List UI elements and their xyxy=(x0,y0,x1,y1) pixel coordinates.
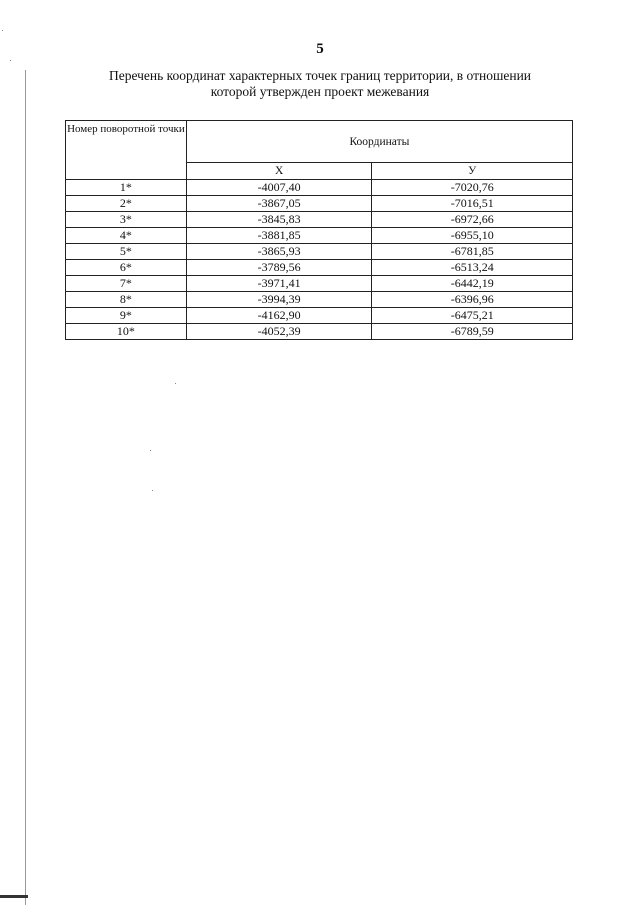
scan-margin-line xyxy=(25,70,26,905)
title-line-2: которой утвержден проект межевания xyxy=(210,84,430,99)
document-title xyxy=(80,68,560,100)
x-coordinate-cell: -4007,40 xyxy=(186,180,372,196)
coordinates-table xyxy=(65,120,573,340)
point-number-cell: 5* xyxy=(66,244,187,260)
table-header xyxy=(66,121,573,180)
y-coordinate-cell: -7016,51 xyxy=(372,196,573,212)
y-coordinate-cell: -6396,96 xyxy=(372,292,573,308)
scan-speck xyxy=(175,383,176,384)
header-row xyxy=(66,121,573,163)
point-number-cell: 6* xyxy=(66,260,187,276)
table-row xyxy=(66,212,573,228)
header-coordinates: Координаты xyxy=(186,121,572,163)
point-number-cell: 7* xyxy=(66,276,187,292)
x-coordinate-cell: -3865,93 xyxy=(186,244,372,260)
table-body xyxy=(66,180,573,340)
table-row xyxy=(66,180,573,196)
point-number-cell: 9* xyxy=(66,308,187,324)
scan-speck xyxy=(2,30,3,31)
point-number-cell: 4* xyxy=(66,228,187,244)
y-coordinate-cell: -7020,76 xyxy=(372,180,573,196)
x-coordinate-cell: -3994,39 xyxy=(186,292,372,308)
point-number-cell: 8* xyxy=(66,292,187,308)
scan-corner-mark xyxy=(0,895,28,898)
scan-speck xyxy=(10,60,11,61)
y-coordinate-cell: -6972,66 xyxy=(372,212,573,228)
y-coordinate-cell: -6513,24 xyxy=(372,260,573,276)
table-row xyxy=(66,292,573,308)
scan-speck xyxy=(150,450,151,451)
header-point-number: Номер поворотной точки xyxy=(66,121,187,180)
x-coordinate-cell: -3971,41 xyxy=(186,276,372,292)
header-y: У xyxy=(372,163,573,180)
point-number-cell: 10* xyxy=(66,324,187,340)
page-number: 5 xyxy=(316,41,324,57)
point-number-cell: 1* xyxy=(66,180,187,196)
y-coordinate-cell: -6442,19 xyxy=(372,276,573,292)
y-coordinate-cell: -6781,85 xyxy=(372,244,573,260)
table-row xyxy=(66,276,573,292)
x-coordinate-cell: -3881,85 xyxy=(186,228,372,244)
y-coordinate-cell: -6475,21 xyxy=(372,308,573,324)
title-line-1: Перечень координат характерных точек границ территории, в отношении xyxy=(108,68,532,83)
point-number-cell: 3* xyxy=(66,212,187,228)
scan-speck xyxy=(152,490,153,491)
table-row xyxy=(66,196,573,212)
table-row xyxy=(66,324,573,340)
point-number-cell: 2* xyxy=(66,196,187,212)
table-row xyxy=(66,228,573,244)
x-coordinate-cell: -3867,05 xyxy=(186,196,372,212)
table-row xyxy=(66,260,573,276)
y-coordinate-cell: -6955,10 xyxy=(372,228,573,244)
x-coordinate-cell: -4162,90 xyxy=(186,308,372,324)
x-coordinate-cell: -3789,56 xyxy=(186,260,372,276)
table-row xyxy=(66,244,573,260)
x-coordinate-cell: -3845,83 xyxy=(186,212,372,228)
y-coordinate-cell: -6789,59 xyxy=(372,324,573,340)
header-x: X xyxy=(186,163,372,180)
table-row xyxy=(66,308,573,324)
x-coordinate-cell: -4052,39 xyxy=(186,324,372,340)
